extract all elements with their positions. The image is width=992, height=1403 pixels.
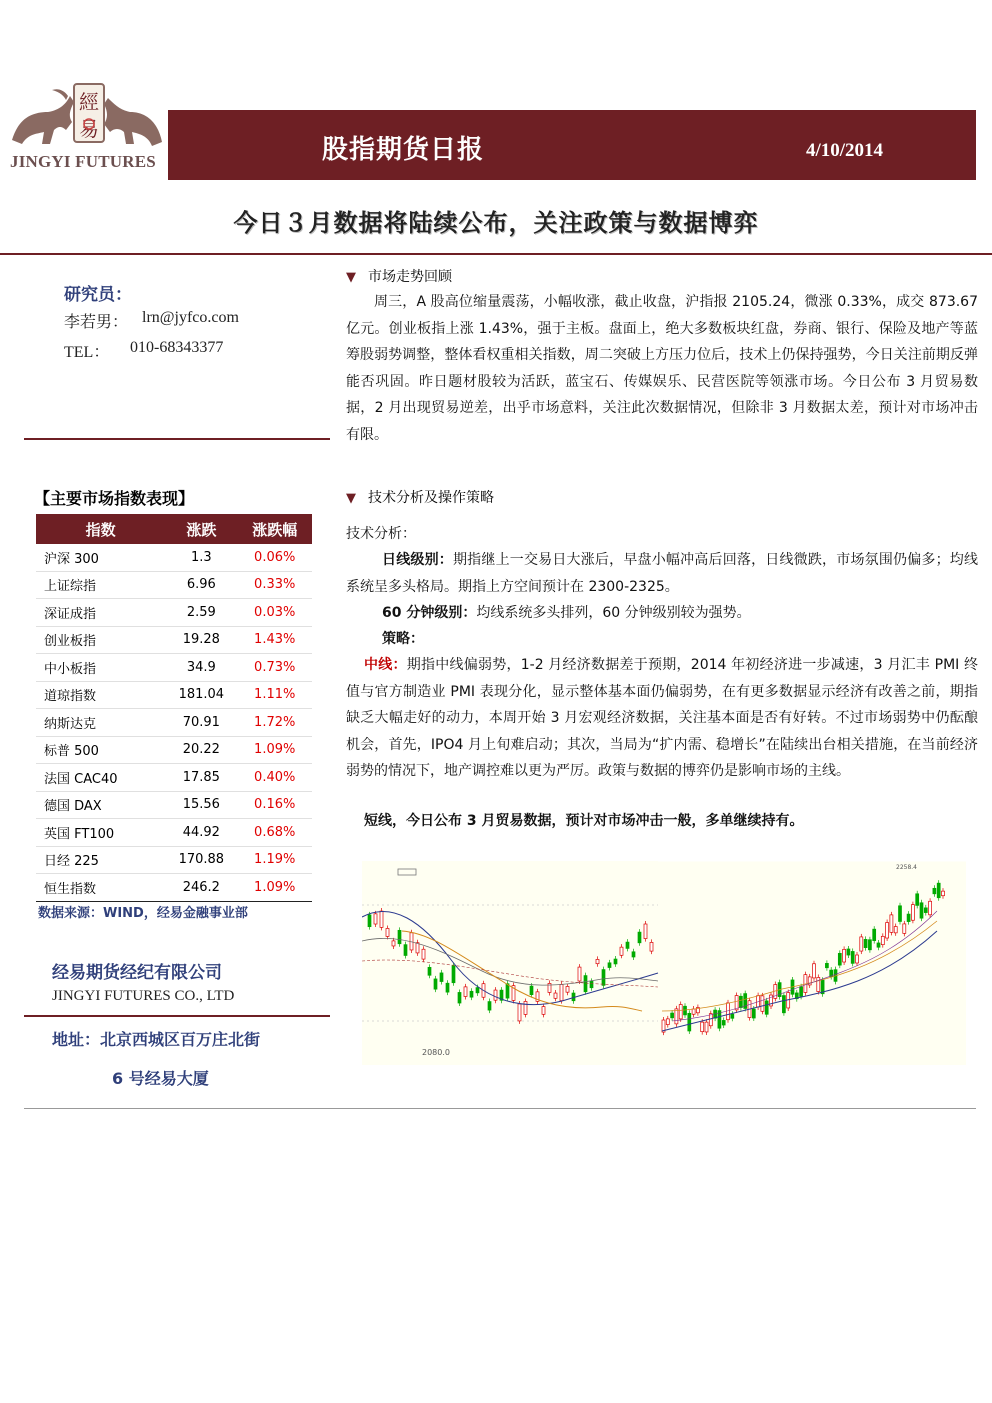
candle-body (903, 924, 906, 933)
candle-body (856, 955, 859, 963)
candle-body (422, 949, 425, 959)
change-cell: 181.04 (165, 681, 237, 709)
report-title: 股指期货日报 (322, 135, 485, 165)
candle-body (937, 883, 940, 898)
change-cell: 19.28 (165, 626, 237, 654)
candle-body (860, 937, 863, 951)
candle-body (709, 1014, 712, 1026)
candle-body (838, 953, 841, 965)
researcher-email[interactable]: lrn@jyfco.com (142, 309, 239, 326)
table-row (36, 791, 312, 819)
candle-body (644, 924, 647, 939)
candle-body (666, 1019, 669, 1025)
candle-body (817, 977, 820, 991)
candle-body (877, 943, 880, 947)
candle-body (731, 1014, 734, 1018)
min60-text: 均线系统多头排列，60 分钟级别较为强势。 (476, 605, 751, 621)
left-chart-axis-label: 2080.0 (422, 1048, 450, 1057)
change-cell: 6.96 (165, 571, 237, 599)
review-heading-text: 市场走势回顾 (368, 269, 452, 285)
candle-body (752, 1009, 755, 1018)
candle-body (761, 996, 764, 1011)
candle-body (488, 1002, 491, 1011)
candle-body (675, 1009, 678, 1024)
min60-analysis (382, 600, 978, 627)
tech-analysis-label: 技术分析： (346, 526, 416, 542)
mid-text: 期指中线偏弱势，1-2 月经济数据差于预期，2014 年初经济进一步减速，3 月汇丰 PMI 终值与官方制造业 PMI 表现分化，显示整体基本面仍偏弱势，在有更多数据显示经济有改善之前，期指缺乏大幅走好的动力，本周开始 3 月宏观经济数据，关注基本面是否有好转。不过市场弱势中仍酝酿机会，首先，IPO4 月上旬难启动；其次，当局为“扩内需、稳增长”在陆续出台相关措施，在当前经济弱势的情况下，地产调控难以更为严厉。政策与数据的博弈仍是影响市场的主线。 (346, 657, 978, 779)
index-name-cell: 英国 FT100 (36, 819, 165, 847)
candle-body (440, 973, 443, 982)
candle-body (920, 903, 923, 918)
candle-body (800, 987, 803, 997)
mid-term-strategy (346, 652, 978, 785)
candle-body (692, 1009, 695, 1014)
index-name-cell: 法国 CAC40 (36, 764, 165, 792)
svg-text:經: 經 (79, 90, 99, 114)
logo-wordmark: JINGYI FUTURES (10, 152, 156, 171)
candle-body (518, 1004, 521, 1021)
market-index-table (36, 514, 312, 902)
candle-body (907, 914, 910, 921)
candle-body (929, 901, 932, 914)
short-term-strategy: 短线，今日公布 3 月贸易数据，预计对市场冲击一般，多单继续持有。 (364, 813, 804, 829)
index-name-cell: 日经 225 (36, 846, 165, 874)
candle-body (722, 1020, 725, 1025)
table-row (36, 874, 312, 902)
candle-body (933, 888, 936, 893)
researcher-label: 研究员： (64, 285, 132, 305)
candle-body (554, 993, 557, 998)
candle-body (851, 951, 854, 963)
change-cell: 70.91 (165, 709, 237, 737)
review-body: 周三，A 股高位缩量震荡，小幅收涨，截止收盘，沪指报 2105.24，微涨 0.33%，成交 873.67 亿元。创业板指上涨 1.43%，强于主板。盘面上，绝大多数板块红盘，券商、银行、保险及地产等蓝筹股弱势调整，整体看权重相关指数，周二突破上方压力位后，技术上仍保持强势，今日关注前期反弹能否巩固。昨日题材股较为活跃，蓝宝石、传媒娱乐、民营医院等领涨市场。今日公布 3 月贸易数据，2 月出现贸易逆差，出乎市场意料，关注此次数据情况，但除非 3 月数据太差，预计对市场冲击有限。 (346, 294, 978, 443)
min60-label: 60 分钟级别： (382, 605, 477, 621)
candle-body (614, 959, 617, 964)
candle-body (584, 976, 587, 992)
candle-body (566, 986, 569, 992)
table-row (36, 654, 312, 682)
table-row (36, 819, 312, 847)
index-name-cell: 德国 DAX (36, 791, 165, 819)
candle-body (494, 990, 497, 1000)
pct-change-cell: 1.43% (237, 626, 312, 654)
candle-body (813, 964, 816, 978)
candle-body (368, 915, 371, 927)
candle-body (705, 1022, 708, 1032)
candle-body (684, 1006, 687, 1015)
candle-body (374, 914, 377, 924)
column-header: 涨跌幅 (237, 514, 312, 544)
headline-divider (0, 253, 992, 255)
pct-change-cell: 1.72% (237, 709, 312, 737)
table-header-row (36, 514, 312, 544)
change-cell: 34.9 (165, 654, 237, 682)
candle-body (886, 923, 889, 938)
column-header: 指数 (36, 514, 165, 544)
researcher-name: 李若男： (64, 314, 129, 331)
candle-body (446, 983, 449, 992)
change-cell: 2.59 (165, 599, 237, 627)
candle-body (464, 987, 467, 997)
candle-body (428, 967, 431, 975)
candle-body (380, 911, 383, 927)
candle-body (620, 947, 623, 955)
pct-change-cell: 1.09% (237, 874, 312, 902)
candle-body (398, 930, 401, 943)
candle-body (458, 992, 461, 1003)
company-divider (24, 1015, 330, 1017)
pct-change-cell: 0.06% (237, 544, 312, 571)
candle-body (524, 1001, 527, 1014)
candle-body (602, 970, 605, 986)
right-chart-top-label: 2258.4 (896, 864, 917, 871)
daily-text: 期指继上一交易日大涨后，早盘小幅冲高后回落，日线微跌，市场氛围仍偏多；均线系统呈多头格局。期指上方空间预计在 2300-2325。 (346, 552, 979, 595)
table-row (36, 846, 312, 874)
candle-body (506, 984, 509, 998)
market-table-title: 【主要市场指数表现】 (34, 489, 195, 508)
pct-change-cell: 0.73% (237, 654, 312, 682)
daily-label: 日线级别： (382, 552, 453, 568)
table-row (36, 626, 312, 654)
index-name-cell: 标普 500 (36, 736, 165, 764)
pct-change-cell: 0.68% (237, 819, 312, 847)
company-name-en: JINGYI FUTURES CO., LTD (52, 988, 235, 1004)
candle-body (590, 981, 593, 987)
strategy-label: 策略： (382, 631, 424, 647)
table-row (36, 571, 312, 599)
daily-analysis (346, 547, 978, 600)
pct-change-cell: 1.11% (237, 681, 312, 709)
candle-body (899, 906, 902, 922)
candle-body (476, 988, 479, 993)
data-source: 数据来源：WIND，经易金融事业部 (38, 906, 248, 921)
candle-body (650, 942, 653, 951)
table-row (36, 544, 312, 571)
headline: 今日３月数据将陆续公布，关注政策与数据博弈 (233, 209, 759, 237)
table-row (36, 681, 312, 709)
table-row (36, 764, 312, 792)
candle-body (843, 949, 846, 962)
pct-change-cell: 1.09% (237, 736, 312, 764)
index-name-cell: 沪深 300 (36, 544, 165, 571)
candle-body (825, 963, 828, 967)
candle-body (470, 991, 473, 997)
candle-body (596, 959, 599, 963)
table-row (36, 709, 312, 737)
arrow-bullet-icon: ▼ (346, 491, 356, 506)
pct-change-cell: 1.19% (237, 846, 312, 874)
candle-body (911, 905, 914, 921)
index-name-cell: 上证综指 (36, 571, 165, 599)
price-chart-image (362, 861, 966, 1065)
candle-body (386, 928, 389, 936)
pct-change-cell: 0.03% (237, 599, 312, 627)
candle-body (542, 1007, 545, 1015)
candle-body (560, 984, 563, 1000)
change-cell: 20.22 (165, 736, 237, 764)
change-cell: 1.3 (165, 544, 237, 571)
index-name-cell: 中小板指 (36, 654, 165, 682)
candle-body (416, 943, 419, 953)
candle-body (688, 1013, 691, 1031)
candle-body (782, 996, 785, 1013)
candle-body (679, 1005, 682, 1019)
candle-body (765, 1001, 768, 1014)
index-name-cell: 深证成指 (36, 599, 165, 627)
report-date: 4/10/2014 (806, 140, 884, 161)
candle-body (701, 1022, 704, 1032)
company-address-building: 6 号经易大厦 (112, 1069, 209, 1088)
candle-body (434, 979, 437, 989)
candle-body (735, 996, 738, 1010)
company-address: 地址：北京西城区百万庄北街 (52, 1030, 261, 1049)
change-cell: 246.2 (165, 874, 237, 902)
candle-body (881, 936, 884, 944)
candle-body (392, 941, 395, 946)
change-cell: 17.85 (165, 764, 237, 792)
pct-change-cell: 0.33% (237, 571, 312, 599)
pct-change-cell: 0.40% (237, 764, 312, 792)
candle-body (868, 940, 871, 950)
candle-body (894, 927, 897, 933)
strategy-heading-text: 技术分析及操作策略 (368, 490, 494, 506)
tel-number: 010-68343377 (130, 339, 224, 356)
candle-body (404, 945, 407, 956)
pct-change-cell: 0.16% (237, 791, 312, 819)
index-name-cell: 纳斯达克 (36, 709, 165, 737)
mid-label: 中线： (364, 657, 407, 673)
candle-body (924, 908, 927, 913)
change-cell: 170.88 (165, 846, 237, 874)
strategy-heading (346, 487, 494, 507)
candle-body (739, 996, 742, 1007)
table-row (36, 736, 312, 764)
index-name-cell: 创业板指 (36, 626, 165, 654)
candle-body (626, 942, 629, 948)
index-name-cell: 恒生指数 (36, 874, 165, 902)
candle-body (864, 939, 867, 947)
change-cell: 44.92 (165, 819, 237, 847)
candle-body (916, 894, 919, 906)
candle-body (671, 1013, 674, 1018)
candle-body (942, 891, 945, 896)
candle-body (638, 932, 641, 943)
review-heading (346, 266, 452, 286)
svg-text:易: 易 (79, 117, 99, 141)
change-cell: 15.56 (165, 791, 237, 819)
arrow-bullet-icon: ▼ (346, 270, 356, 285)
candle-body (632, 952, 635, 957)
candle-body (608, 963, 611, 968)
candle-body (847, 949, 850, 955)
tel-label: TEL： (64, 344, 110, 361)
footer-divider (24, 1108, 976, 1109)
candle-body (890, 915, 893, 933)
candle-body (530, 986, 533, 995)
index-name-cell: 道琼指数 (36, 681, 165, 709)
candle-body (578, 967, 581, 981)
candle-body (873, 929, 876, 940)
table-row (36, 599, 312, 627)
researcher-divider (24, 438, 330, 440)
candle-body (452, 966, 455, 983)
company-name-cn: 经易期货经纪有限公司 (52, 963, 222, 983)
column-header: 涨跌 (165, 514, 237, 544)
